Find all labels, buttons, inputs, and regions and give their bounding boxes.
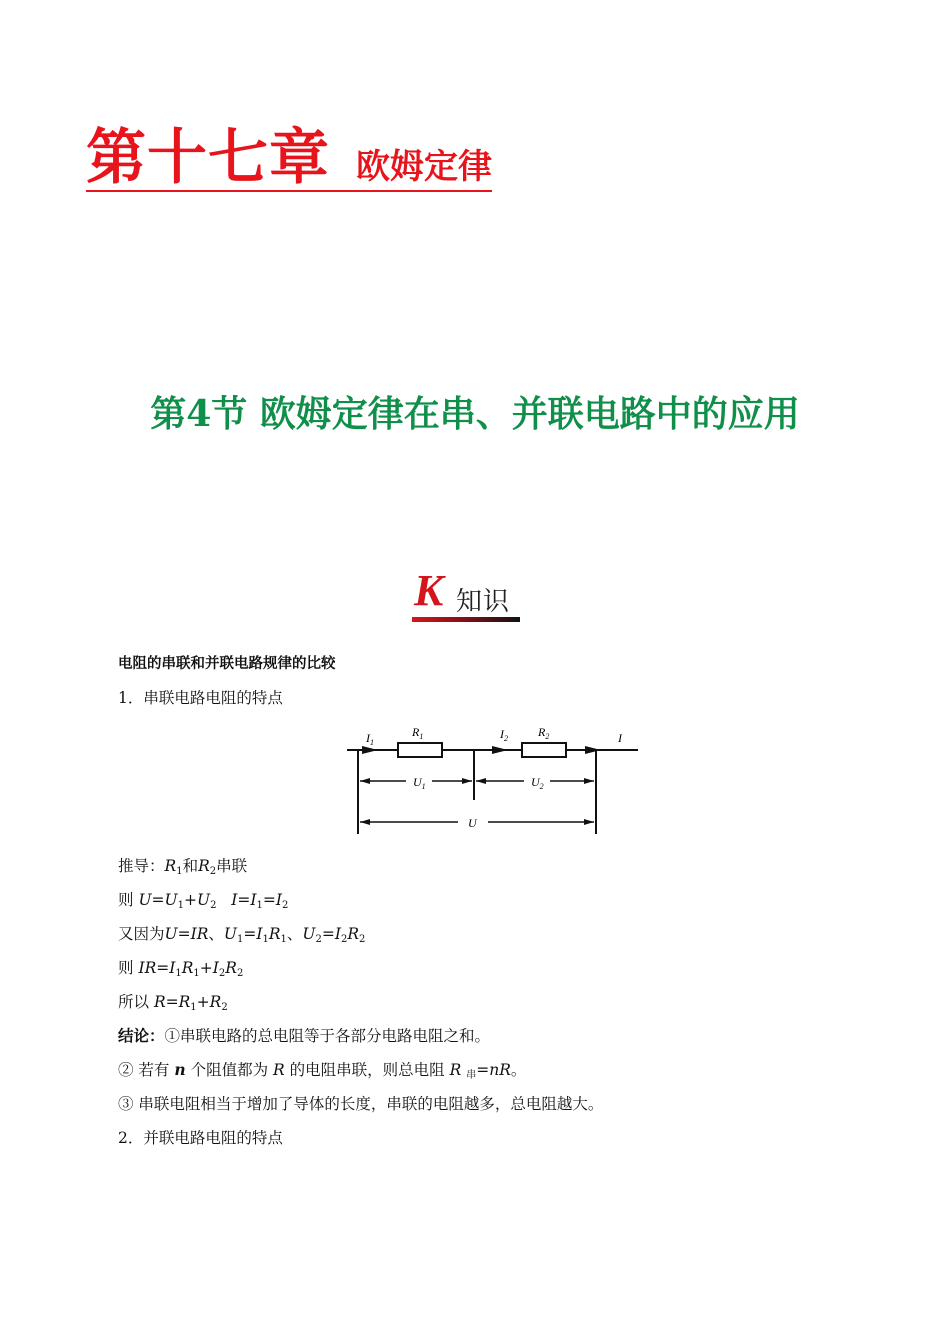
resistor-r2 (522, 743, 566, 757)
label-i1: $I_1$ (366, 731, 374, 747)
label-i: I (618, 731, 622, 745)
knowledge-k-logo: K (414, 566, 444, 615)
current-arrow-i (585, 746, 601, 754)
item2-title: 2．并联电路电阻的特点 (118, 1129, 283, 1147)
chapter-name: 欧姆定律 (356, 147, 492, 187)
label-u1: $U_1$ (413, 775, 426, 791)
series-circuit-diagram (340, 718, 640, 838)
label-i2: $I_2$ (500, 727, 508, 743)
formula-u-i: 则 $U=U_1+U_2$ $I=I_1=I_2$ (118, 891, 289, 911)
conclusion-3: ③ 串联电阻相当于增加了导体的长度，串联的电阻越多，总电阻越大。 (118, 1095, 604, 1113)
item1-title: 1．串联电路电阻的特点 (118, 689, 283, 707)
label-r1: $R_1$ (412, 725, 424, 741)
resistor-r1 (398, 743, 442, 757)
formula-result: 所以 $R=R_1+R_2$ (118, 993, 228, 1013)
label-u: U (468, 816, 477, 830)
label-r2: $R_2$ (538, 725, 550, 741)
derivation-line: 推导：$R_1$和$R_2$串联 (118, 857, 248, 877)
knowledge-label: 知识 (456, 587, 511, 617)
chapter-title (86, 123, 492, 193)
formula-ohm: 又因为U=IR、$U_1=I_1R_1$、$U_2=I_2R_2$ (118, 925, 366, 945)
current-arrow-i1 (362, 746, 378, 754)
knowledge-underline (412, 617, 520, 622)
section-title: 第4节 欧姆定律在串、并联电路中的应用 (150, 393, 800, 435)
label-u2: $U_2$ (531, 775, 544, 791)
knowledge-badge (412, 567, 520, 627)
formula-sum: 则 $IR=I_1R_1+I_2R_2$ (118, 959, 244, 979)
current-arrow-i2 (492, 746, 508, 754)
conclusion-2: ② 若有 n 个阻值都为 R 的电阻串联，则总电阻 R $_串$=nR。 (118, 1060, 527, 1081)
chapter-number: 第十七章 (86, 123, 330, 193)
content-heading: 电阻的串联和并联电路规律的比较 (118, 656, 336, 672)
conclusion-1: 结论：①串联电路的总电阻等于各部分电路电阻之和。 (118, 1026, 491, 1045)
